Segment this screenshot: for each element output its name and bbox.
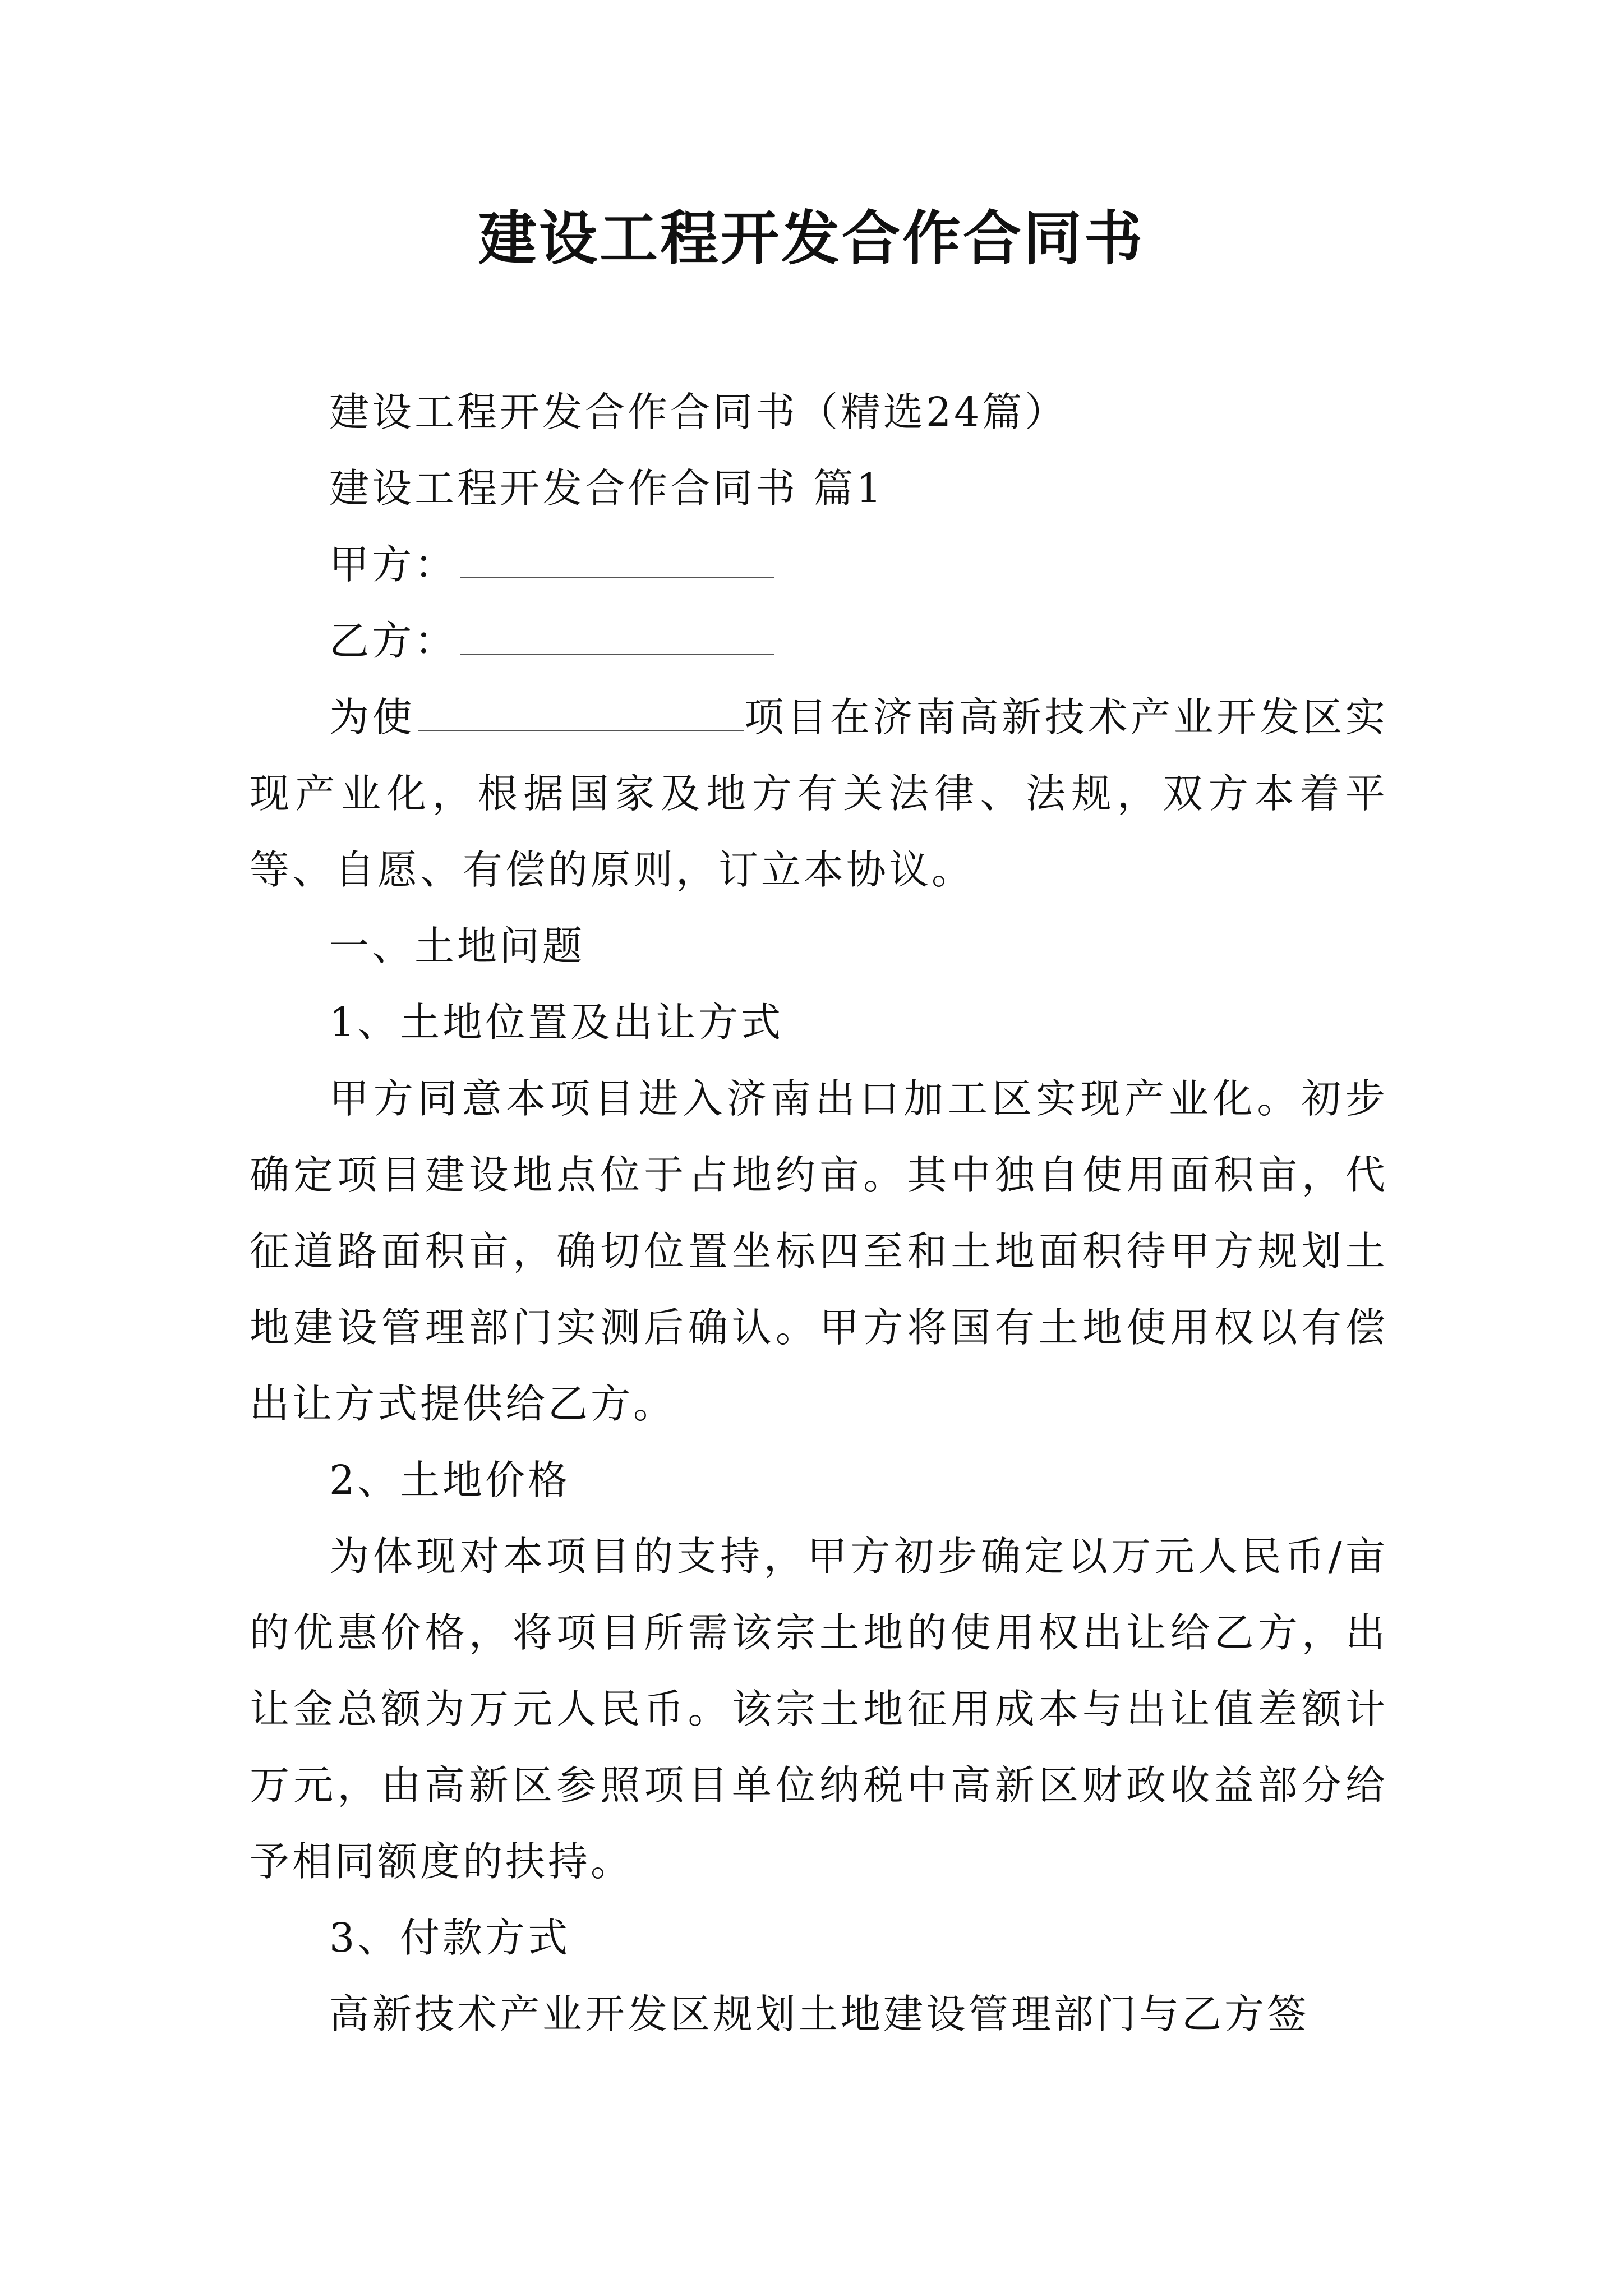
subsection-heading-location: 1、土地位置及出让方式 [329, 999, 784, 1046]
project-name-blank [418, 691, 744, 731]
intro-prefix: 为使 [329, 694, 416, 740]
party-b-blank [460, 614, 774, 655]
paragraph-collection-title: 建设工程开发合作合同书（精选24篇） [329, 389, 1068, 435]
subsection-heading-price: 2、土地价格 [329, 1457, 571, 1503]
subsection-heading-payment: 3、付款方式 [329, 1915, 571, 1961]
paragraph-price: 为体现对本项目的支持，甲方初步确定以万元人民币/亩的优惠价格，将项目所需该宗土地的使用权出让给乙方，出让金总额为万元人民币。该宗土地征用成本与出让值差额计万元，由高新区参照项目单位纳税中高新区财政收益部分给予相同额度的扶持。 [250, 1533, 1388, 1885]
document-title: 建设工程开发合作合同书 [478, 204, 1145, 273]
document-body [250, 374, 1388, 2053]
party-b-line [250, 603, 1388, 679]
intro-paragraph [250, 679, 1388, 908]
section-heading-land: 一、土地问题 [329, 923, 585, 969]
party-a-line [250, 527, 1388, 603]
party-a-label: 甲方： [329, 541, 458, 588]
party-a-blank [460, 538, 774, 578]
intro-text: 项目在济南高新技术产业开发区实现产业化，根据国家及地方有关法律、法规，双方本着平等、自愿、有偿的原则，订立本协议。 [250, 694, 1388, 893]
paragraph-location: 甲方同意本项目进入济南出口加工区实现产业化。初步确定项目建设地点位于占地约亩。其中独自使用面积亩，代征道路面积亩，确切位置坐标四至和土地面积待甲方规划土地建设管理部门实测后确认。甲方将国有土地使用权以有偿出让方式提供给乙方。 [250, 1075, 1388, 1427]
paragraph-chapter-heading: 建设工程开发合作合同书 篇1 [329, 465, 884, 512]
paragraph-payment: 高新技术产业开发区规划土地建设管理部门与乙方签 [329, 1991, 1310, 2037]
party-b-label: 乙方： [329, 618, 458, 664]
